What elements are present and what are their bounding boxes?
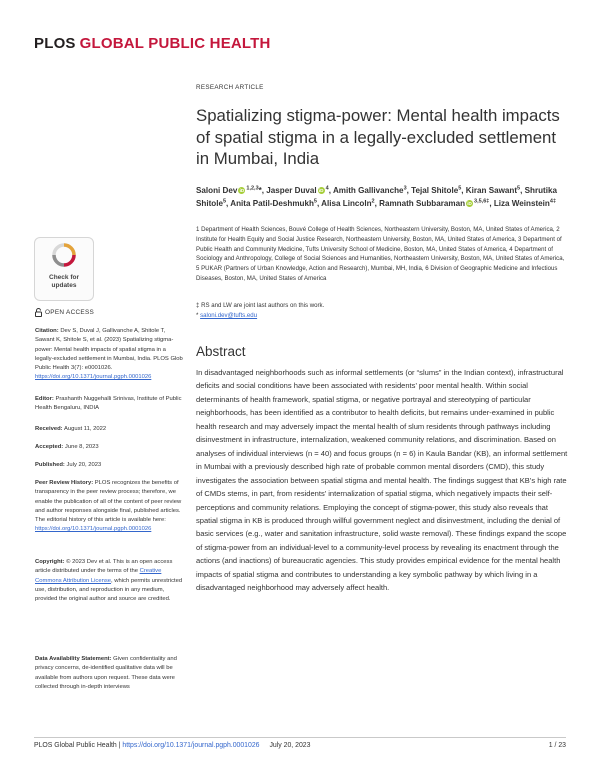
footer-divider bbox=[34, 737, 566, 738]
copyright-text-1: © 2023 Dev et al. This is an open access article distributed under the terms of the bbox=[35, 559, 173, 575]
citation-label: Citation: bbox=[35, 328, 59, 334]
check-updates-label bbox=[35, 274, 93, 289]
author-name: Alisa Lincoln bbox=[321, 198, 372, 208]
cc-license-link[interactable]: Creative Commons Attribution License bbox=[35, 568, 162, 584]
corresponding-email-line bbox=[196, 311, 566, 321]
author-affiliation-marker: 5 bbox=[313, 198, 317, 205]
footer-separator: | bbox=[116, 742, 123, 749]
journal-brand bbox=[34, 35, 271, 52]
author-name: Amith Gallivanche bbox=[332, 185, 404, 195]
footer-doi-link[interactable]: https://doi.org/10.1371/journal.pgph.0001026 bbox=[122, 742, 260, 749]
author-name: Saloni Dev bbox=[196, 185, 238, 195]
author-affiliation-marker: 5 bbox=[517, 185, 521, 191]
data-availability-text: Given confidentiality and privacy concerns, de-identified qualitative data will be available from authors upon request. These data were collected through in-depth interviews bbox=[35, 656, 177, 690]
copyright-block bbox=[35, 558, 185, 604]
author-separator: , bbox=[520, 185, 525, 195]
author-entry bbox=[333, 186, 411, 195]
author-separator: *, bbox=[258, 185, 267, 195]
author-notes bbox=[196, 301, 566, 321]
orcid-icon[interactable]: iD bbox=[467, 201, 472, 207]
author-entry bbox=[230, 199, 321, 208]
open-access-badge bbox=[35, 308, 94, 317]
author-entry bbox=[321, 199, 379, 208]
orcid-icon[interactable]: iD bbox=[318, 188, 324, 194]
peer-review-label: Peer Review History: bbox=[35, 480, 94, 486]
author-separator: , bbox=[328, 185, 333, 195]
author-affiliation-marker: 4 bbox=[325, 185, 329, 191]
author-affiliation-marker: 5 bbox=[222, 198, 227, 205]
author-separator: , bbox=[461, 185, 466, 195]
accepted-block bbox=[35, 443, 185, 452]
editor-block bbox=[35, 395, 185, 414]
author-name: Jasper Duval bbox=[266, 185, 317, 195]
author-affiliation-marker: 3,5,6‡ bbox=[474, 198, 490, 205]
author-affiliation-marker: 5 bbox=[458, 185, 462, 191]
author-name: Ramnath Subbaraman bbox=[379, 198, 466, 208]
email-marker: * bbox=[196, 311, 201, 319]
citation-text: Dev S, Duval J, Gallivanche A, Shitole T, Sawant K, Shitole S, et al. (2023) Spatializing stigma-power: Mental health impacts of spatial stigma in a legally-excluded settlement in Mumbai, India. PLOS Glob Public Health 3(7): e0001026. bbox=[35, 328, 183, 372]
footer-date: July 20, 2023 bbox=[269, 742, 311, 749]
editor-text: Prashanth Nuggehalli Srinivas, Institute of Public Health Bengaluru, INDIA bbox=[35, 396, 182, 412]
author-name: Shrutika Shitole bbox=[196, 185, 557, 208]
author-separator: , bbox=[226, 198, 231, 208]
data-availability-block bbox=[35, 655, 185, 692]
check-for-updates-button[interactable] bbox=[34, 237, 94, 301]
article-type: RESEARCH ARTICLE bbox=[196, 84, 264, 91]
author-entry bbox=[411, 186, 466, 195]
author-name: Tejal Shitole bbox=[411, 185, 459, 195]
citation-doi-link[interactable]: https://doi.org/10.1371/journal.pgph.0001026 bbox=[35, 374, 152, 381]
orcid-icon[interactable]: iD bbox=[239, 188, 245, 194]
author-list bbox=[196, 183, 571, 209]
open-lock-icon bbox=[35, 308, 42, 317]
author-affiliation-marker: 2 bbox=[371, 198, 375, 205]
accepted-label: Accepted: bbox=[35, 444, 64, 450]
peer-review-doi-link[interactable]: https://doi.org/10.1371/journal.pgph.0001026 bbox=[35, 526, 152, 533]
plos-logo-text: PLOS bbox=[34, 35, 76, 52]
author-affiliation-marker: 3 bbox=[403, 185, 407, 191]
data-availability-label: Data Availability Statement: bbox=[35, 656, 112, 662]
author-affiliation-marker: 1,2,3 bbox=[246, 185, 259, 191]
author-separator: , bbox=[374, 198, 380, 208]
published-date: July 20, 2023 bbox=[66, 462, 102, 468]
author-entry bbox=[266, 186, 333, 195]
abstract-text: In disadvantaged neighborhoods such as informal settlements (or “slums” in the Indian context), infrastructural deficits and social conditions have been associated with residents’ poor mental health. Within social determinants of health framework, spatial stigma, or negative portrayal and stereotyping of particular neighborhoods, has been identified as a contributor to health deficits, but remains under-examined in public health research and may adversely impact the mental health of slum residents through pathways including disinvestment in infrastructure, internalization, weakened community relations, and discrimination. Based on analyses of individual interviews (n = 40) and focus groups (n = 6) in Kaula Bandar (KB), an informal settlement in Mumbai with a previously described high rate of probable common mental disorders (CMD), this study investigates the association between spatial stigma and mental health. The findings suggest that KB’s high rate of CMDs stems, in part, from residents’ internalization of spatial stigma, which negatively impacts their self-perceptions and community relations. Employing the concept of stigma-power, this study also reveals that spatial stigma in KB is produced through willful government neglect and disinvestment, including the denial of basic services (e.g., water and sanitation infrastructure, solid waste removal). These findings expand the scope of stigma-power from an individual-level to a community-level process by revealing its enactment through the actions (and inactions) of bureaucratic agencies. This study provides empirical evidence for the mental health impacts of spatial stigma and contributes to understanding a key symbolic pathway by which living in a disadvantaged neighborhood may adversely affect health. bbox=[196, 368, 568, 593]
received-label: Received: bbox=[35, 426, 63, 432]
peer-review-block bbox=[35, 479, 185, 535]
open-access-label: OPEN ACCESS bbox=[45, 309, 95, 317]
author-name: Kiran Sawant bbox=[465, 185, 518, 195]
editor-label: Editor: bbox=[35, 396, 54, 402]
published-block bbox=[35, 461, 185, 470]
affiliations: 1 Department of Health Sciences, Bouvé College of Health Sciences, Northeastern University, Boston, MA, United States of America, 2 Institute for Health Equity and Social Justice Research, Northeastern University, Boston, MA, United States of America, 3 Department of Public Health and Community Medicine, Tufts University School of Medicine, Boston, MA, United States of America, 4 Department of Sociology and Anthropology, College of Social Sciences and Humanities, Northeastern University, Boston, MA, United States of America, 5 PUKAR (Partners of Urban Knowledge, Action and Research), Mumbai, MH, India, 6 Division of Geographic Medicine and Infectious Diseases, Boston, MA, United States of America bbox=[196, 226, 565, 282]
check-updates-line1: Check for bbox=[49, 274, 79, 281]
peer-review-text: PLOS recognizes the benefits of transparency in the peer review process; therefore, we enable the publication of all of the content of peer review and author responses alongside final, published articles. The editorial history of this article is available here: bbox=[35, 480, 182, 524]
author-name: Liza Weinstein bbox=[493, 198, 550, 208]
abstract-heading: Abstract bbox=[196, 344, 246, 359]
citation-block bbox=[35, 327, 185, 383]
copyright-label: Copyright: bbox=[35, 559, 65, 565]
author-separator: , bbox=[489, 198, 494, 208]
published-label: Published: bbox=[35, 462, 65, 468]
corresponding-email-link[interactable]: saloni.dev@tufts.edu bbox=[200, 311, 258, 319]
author-entry bbox=[494, 199, 556, 208]
author-entry bbox=[379, 199, 494, 208]
author-entry bbox=[196, 186, 266, 195]
article-title: Spatializing stigma-power: Mental health impacts of spatial stigma in a legally-excluded settlement in Mumbai, India bbox=[196, 106, 560, 168]
check-updates-line2: updates bbox=[51, 281, 77, 289]
received-date: August 11, 2022 bbox=[63, 426, 107, 432]
author-name: Anita Patil-Deshmukh bbox=[230, 198, 314, 208]
received-block bbox=[35, 425, 185, 434]
footer-journal: PLOS Global Public Health bbox=[34, 742, 117, 749]
author-affiliation-marker: 4‡ bbox=[549, 198, 557, 205]
page-footer bbox=[34, 742, 566, 749]
journal-name: GLOBAL PUBLIC HEALTH bbox=[79, 35, 271, 52]
page-number: 1 / 23 bbox=[548, 742, 566, 749]
author-entry bbox=[466, 186, 525, 195]
author-separator: , bbox=[316, 198, 322, 208]
copyright-text-2: , which permits unrestricted use, distribution, and reproduction in any medium, provided the original author and source are credited. bbox=[35, 577, 183, 603]
check-updates-icon bbox=[52, 243, 76, 267]
author-separator: , bbox=[406, 185, 412, 195]
joint-author-note: ‡ RS and LW are joint last authors on this work. bbox=[196, 302, 325, 309]
accepted-date: June 8, 2023 bbox=[64, 444, 99, 450]
